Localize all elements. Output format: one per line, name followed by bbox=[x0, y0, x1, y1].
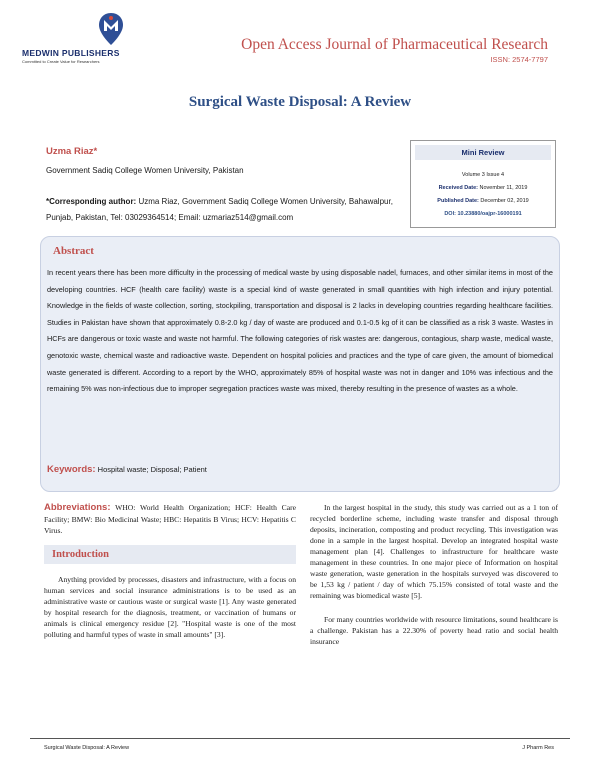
introduction-heading: Introduction bbox=[44, 545, 296, 564]
abbreviations-text: WHO: World Health Organization; HCF: Health Care Facility; BMW: Bio Medicinal Waste; HBC: Hepatitis B Virus; HCV: Hepatitis C Virus. bbox=[44, 503, 296, 535]
issn: ISSN: 2574-7797 bbox=[490, 55, 548, 64]
footer-journal-abbrev: J Pharm Res bbox=[522, 745, 554, 751]
body-paragraph: In the largest hospital in the study, this study was carried out as a 1 ton of recycled borderline scheme, including waste transfer and disposal through deposits, incineration, composting and product recycling. This investigation was done in a sample in the largest hospital. Develop an integrated hospital waste management plan [4]. Challenges to infrastructure for healthcare waste management in these countries. In one major piece of Information on hospital waste generation, waste generation in the hospitals surveyed was discovered to be 1,53 kg / patient / day of which 75.15% consisted of total waste and the remaining was biomedical waste [5]. bbox=[310, 503, 558, 600]
left-column bbox=[44, 502, 296, 640]
doi-label: DOI: bbox=[444, 211, 456, 217]
keywords-text: Hospital waste; Disposal; Patient bbox=[95, 465, 207, 474]
received-date: Received Date: November 11, 2019 bbox=[438, 185, 528, 191]
published-date: Published Date: December 02, 2019 bbox=[437, 198, 529, 204]
publisher-name: MEDWIN PUBLISHERS bbox=[22, 48, 120, 58]
medwin-logo-icon bbox=[98, 12, 124, 46]
author-name: Uzma Riaz* bbox=[46, 146, 98, 157]
body-paragraph: For many countries worldwide with resource limitations, sound healthcare is a challenge. Pakistan has a 22.30% of poverty head ratio and social health insurance bbox=[310, 615, 558, 646]
article-type: Mini Review bbox=[415, 145, 551, 160]
publisher-tagline: Committed to Create Value for Researchers bbox=[22, 59, 100, 64]
article-title: Surgical Waste Disposal: A Review bbox=[188, 94, 412, 110]
author-affiliation: Government Sadiq College Women University, Pakistan bbox=[46, 166, 244, 175]
footer-running-title: Surgical Waste Disposal: A Review bbox=[44, 745, 130, 751]
keywords bbox=[47, 464, 207, 475]
article-meta-box bbox=[410, 140, 556, 228]
abstract-text: In recent years there has been more difficulty in the processing of medical waste by using disposable nadel, furnaces, and other similar items in most of the developing countries. HCF (health care facility) waste is a special kind of waste generated in small quantities with high infection and injury potential. Knowledge in the fields of waste collection, sorting, stockpiling, transportation and disposal is 2 lacks in developing countries regarding healthcare facilities. Studies in Pakistan have shown that approximately 0.8-2.0 kg / day of waste are produced and 0.1-0.5 kg of it can be classified as a risk 3 waste. Wastes in HCFs are dangerous or toxic waste and waste not harmful. The following categories of risk wastes are: dangerous, contagious, sharp waste, medical waste, genotoxic waste, chemical waste and radioactive waste. Dependent on hospital policies and practices and the type of care given, the amount of biomedical waste generated is different. According to a report by the WHO, approximately 85% of hospital waste was not in danger and 10% was infectious and the remaining 5% was non-infectious due to improper segregation practices waste was mixed, thereby resulting in the presence of wastes as a whole. bbox=[47, 268, 553, 394]
published-label: Published Date: bbox=[437, 198, 479, 204]
abstract-heading: Abstract bbox=[53, 245, 94, 257]
doi[interactable]: DOI: 10.23880/oajpr-16000191 bbox=[444, 211, 522, 217]
journal-title: Open Access Journal of Pharmaceutical Research bbox=[241, 36, 548, 53]
corresponding-author bbox=[46, 194, 396, 225]
footer-divider bbox=[30, 738, 570, 739]
keywords-label: Keywords: bbox=[47, 464, 96, 475]
right-column bbox=[310, 502, 558, 647]
abbreviations-label: Abbreviations: bbox=[44, 502, 111, 513]
abstract-box bbox=[40, 236, 560, 492]
abbreviations bbox=[44, 502, 296, 537]
introduction-paragraph: Anything provided by processes, disasters and infrastructure, with a focus on human services and social insurance administrations is to be used as an administrative waste or cautious waste or surgical waste [1]. Any waste generated by hospital research for the diagnosis, treatment, or vaccination of humans or animals is clinical emergency residue [2]. "Hospital waste is one of the most polluting and harmful types of waste in small amounts" [3]. bbox=[44, 574, 296, 639]
publisher-logo bbox=[22, 12, 182, 64]
corresponding-label: *Corresponding author: bbox=[46, 197, 137, 206]
corresponding-text: Uzma Riaz, Government Sadiq College Women University, Bahawalpur, Punjab, Pakistan, Tel: 03029364514; Email: uzmariaz514@gmail.com bbox=[46, 197, 393, 222]
volume-issue: Volume 3 Issue 4 bbox=[461, 172, 505, 178]
received-label: Received Date: bbox=[438, 185, 478, 191]
